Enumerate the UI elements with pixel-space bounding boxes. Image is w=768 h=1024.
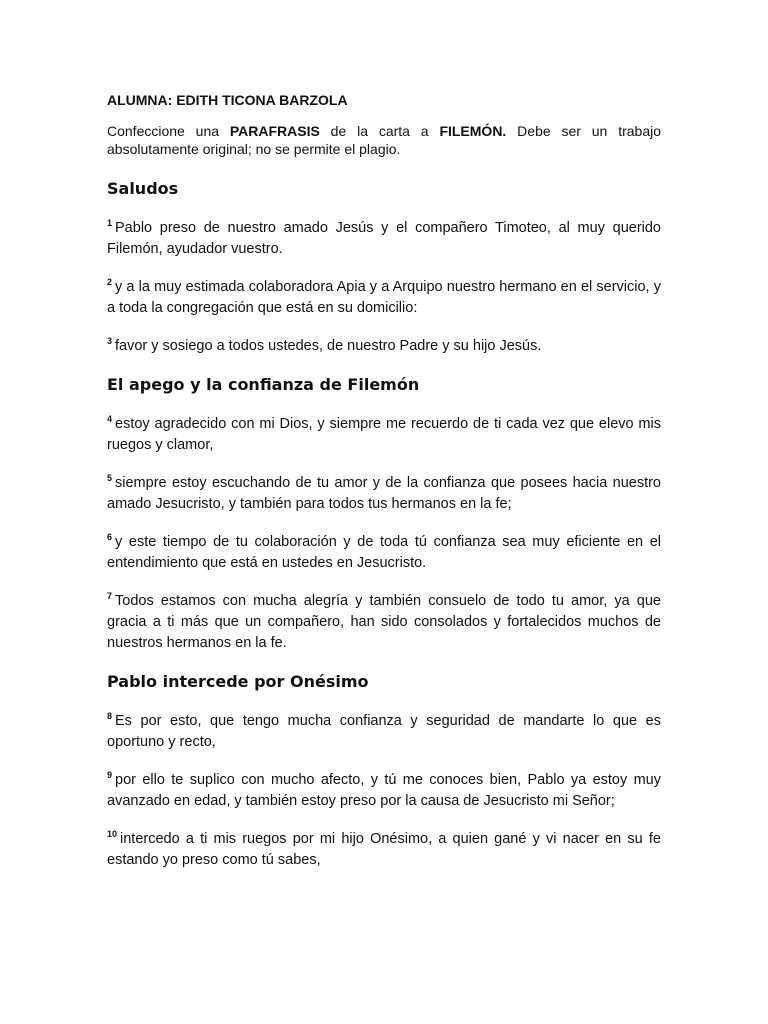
verse: [107, 532, 661, 574]
instruction-text-3: Debe ser un trabajo absolutamente original; no se permite el plagio.: [107, 123, 661, 157]
verse-text: favor y sosiego a todos ustedes, de nuestro Padre y su hijo Jesús.: [115, 338, 542, 354]
verse-text: siempre estoy escuchando de tu amor y de la confianza que posees hacia nuestro amado Jesucristo, y también para todos tus hermanos en la fe;: [107, 475, 661, 512]
instruction-bold-parafrasis: PARAFRASIS: [229, 123, 320, 139]
verse-number: 1: [107, 218, 113, 229]
verse: [107, 473, 661, 515]
verse: [107, 277, 661, 319]
verse-number: 9: [107, 770, 113, 781]
verse-text: Todos estamos con mucha alegría y también consuelo de todo tu amor, ya que gracia a ti más que un compañero, han sido consolados y fortalecidos muchos de nuestros hermanos en la fe.: [107, 593, 661, 651]
verse-number: 3: [107, 336, 113, 347]
verse-text: intercedo a ti mis ruegos por mi hijo Onésimo, a quien gané y vi nacer en su fe estando yo preso como tú sabes,: [107, 831, 661, 868]
section-heading-saludos: Saludos: [107, 179, 179, 198]
section-heading-intercede-onesimo: Pablo intercede por Onésimo: [107, 672, 369, 691]
verse-number: 4: [107, 414, 113, 425]
verse-number: 6: [107, 532, 113, 543]
verse-text: estoy agradecido con mi Dios, y siempre me recuerdo de ti cada vez que elevo mis ruegos y clamor,: [107, 416, 661, 453]
verse-number: 8: [107, 711, 113, 722]
verse: [107, 770, 661, 812]
verse-text: y este tiempo de tu colaboración y de toda tú confianza sea muy eficiente en el entendimiento que está en ustedes en Jesucristo.: [107, 534, 661, 571]
document-page: [107, 90, 661, 888]
verse: [107, 829, 661, 871]
student-name: ALUMNA: EDITH TICONA BARZOLA: [107, 92, 348, 108]
verse: [107, 591, 661, 654]
verse-number: 5: [107, 473, 113, 484]
verse-text: Es por esto, que tengo mucha confianza y seguridad de mandarte lo que es oportuno y recto,: [107, 713, 661, 750]
assignment-instruction: [107, 122, 661, 158]
section-heading-apego-confianza: El apego y la confianza de Filemón: [107, 375, 420, 394]
verse-number: 2: [107, 277, 113, 288]
verse: [107, 218, 661, 260]
verse: [107, 414, 661, 456]
verse-number: 10: [107, 829, 118, 840]
instruction-text-2: de la carta a: [319, 123, 440, 139]
verse: [107, 711, 661, 753]
verse-number: 7: [107, 591, 113, 602]
verse-text: y a la muy estimada colaboradora Apia y a Arquipo nuestro hermano en el servicio, y a toda la congregación que está en su domicilio:: [107, 279, 661, 316]
verse: [107, 336, 661, 357]
verse-text: por ello te suplico con mucho afecto, y tú me conoces bien, Pablo ya estoy muy avanzado en edad, y también estoy preso por la causa de Jesucristo mi Señor;: [107, 772, 661, 809]
instruction-text-1: Confeccione una: [107, 123, 230, 139]
instruction-bold-filemon: FILEMÓN.: [439, 123, 507, 139]
verse-text: Pablo preso de nuestro amado Jesús y el compañero Timoteo, al muy querido Filemón, ayudador vuestro.: [107, 220, 661, 257]
